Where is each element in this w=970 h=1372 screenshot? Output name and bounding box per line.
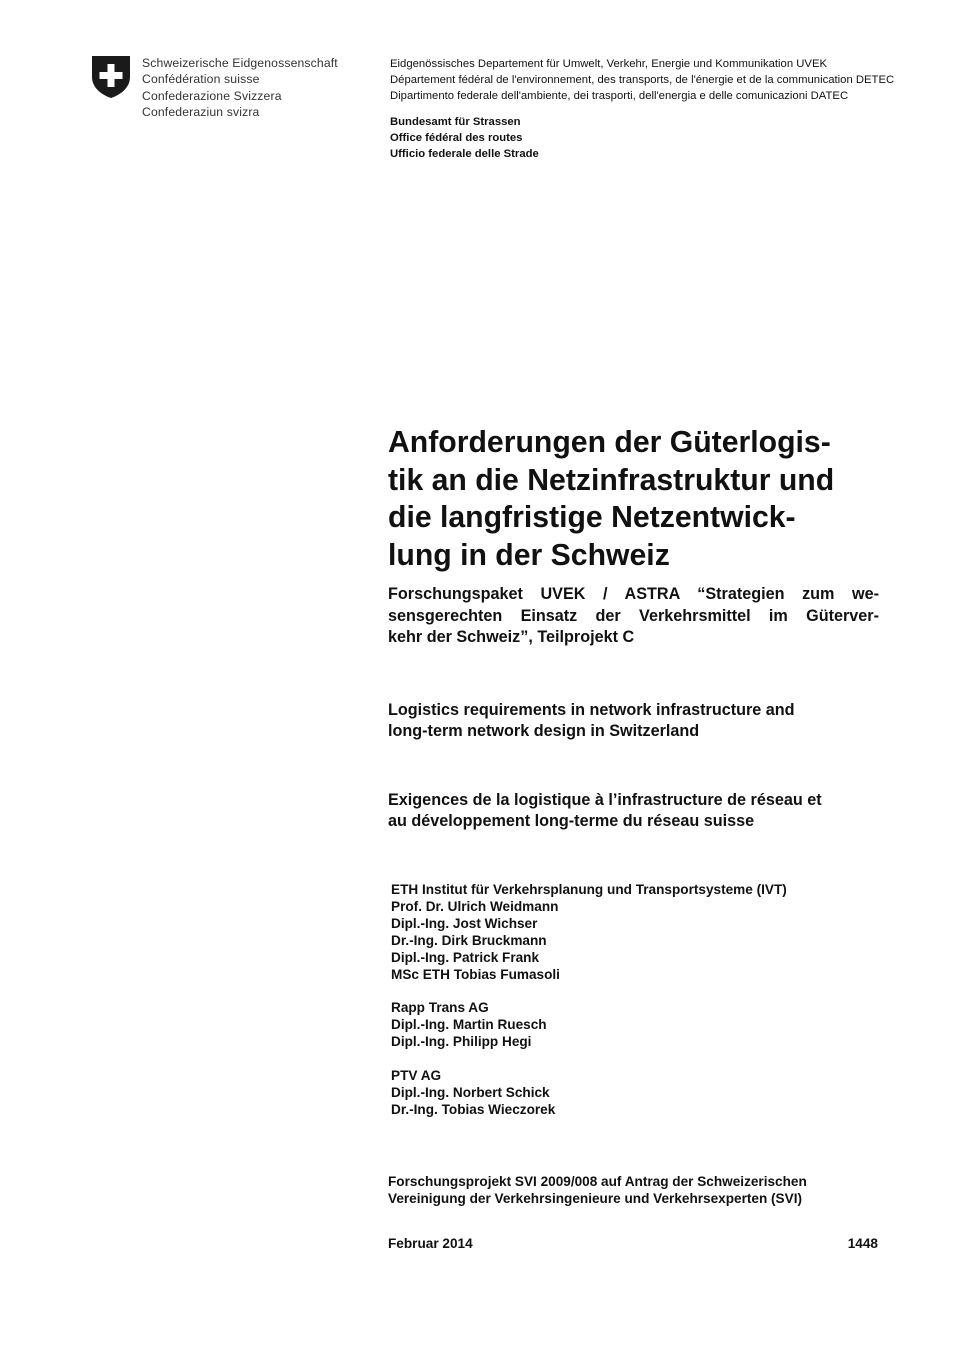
title-line: lung in der Schweiz (388, 538, 670, 572)
author-name: Dr.-Ing. Tobias Wieczorek (391, 1101, 556, 1117)
department-line-fr: Département fédéral de l'environnement, des transports, de l'énergie et de la communication DETEC (390, 74, 895, 87)
author-name: Dipl.-Ing. Patrick Frank (391, 949, 540, 965)
department-line-it: Dipartimento federale dell'ambiente, dei trasporti, dell'energia e delle comunicazioni DATEC (390, 90, 849, 103)
project-line: Vereinigung der Verkehrsingenieure und Verkehrsexperten (SVI) (388, 1191, 802, 1206)
confederation-name-de: Schweizerische Eidgenossenschaft (142, 56, 338, 70)
title-line: tik an die Netzinfrastruktur und (388, 463, 835, 497)
author-name: MSc ETH Tobias Fumasoli (391, 966, 560, 982)
author-name: Dr.-Ing. Dirk Bruckmann (391, 932, 547, 948)
author-name: Dipl.-Ing. Martin Ruesch (391, 1017, 547, 1033)
department-block (390, 56, 894, 105)
title-line: Anforderungen der Güterlogis- (388, 426, 831, 459)
author-name: Dipl.-Ing. Norbert Schick (391, 1084, 550, 1100)
report-subtitle (388, 584, 879, 649)
rapp-organization: Rapp Trans AG (391, 1000, 489, 1016)
office-line-de: Bundesamt für Strassen (390, 116, 521, 128)
subtitle-line: Forschungspaket UVEK / ASTRA “Strategien zum we- (388, 585, 879, 603)
english-title-line: Logistics requirements in network infrastructure and (388, 701, 795, 719)
french-title-line: au développement long-terme du réseau suisse (388, 812, 755, 830)
subtitle-line: kehr der Schweiz”, Teilprojekt C (388, 628, 635, 646)
french-title (388, 790, 822, 832)
french-title-line: Exigences de la logistique à l’infrastructure de réseau et (388, 791, 822, 809)
publication-date: Februar 2014 (388, 1236, 473, 1251)
author-name: Prof. Dr. Ulrich Weidmann (391, 898, 559, 914)
authors-block (391, 882, 787, 1119)
english-title (388, 700, 795, 742)
office-line-it: Ufficio federale delle Strade (390, 148, 539, 161)
subtitle-line: sensgerechten Einsatz der Verkehrsmittel im Güterver- (388, 606, 879, 625)
swiss-coat-of-arms-icon (91, 55, 131, 99)
english-title-line: long-term network design in Switzerland (388, 722, 700, 740)
confederation-name-fr: Confédération suisse (142, 72, 260, 87)
title-line: die langfristige Netzentwick- (388, 501, 796, 534)
report-title (388, 424, 908, 574)
author-name: Dipl.-Ing. Jost Wichser (391, 915, 538, 931)
office-line-fr: Office fédéral des routes (390, 132, 523, 145)
confederation-names (142, 55, 338, 120)
author-name: Dipl.-Ing. Philipp Hegi (391, 1034, 532, 1050)
office-block (390, 114, 539, 163)
confederation-name-rm: Confederaziun svizra (142, 104, 260, 119)
department-line-de: Eidgenössisches Departement für Umwelt, Verkehr, Energie und Kommunikation UVEK (390, 58, 828, 70)
report-number: 1448 (847, 1236, 878, 1251)
eth-institute: ETH Institut für Verkehrsplanung und Transportsysteme (IVT) (391, 882, 787, 897)
research-project-note (388, 1173, 807, 1207)
project-line: Forschungsprojekt SVI 2009/008 auf Antrag der Schweizerischen (388, 1174, 807, 1189)
ptv-organization: PTV AG (391, 1067, 442, 1083)
confederation-name-it: Confederazione Svizzera (142, 88, 282, 103)
